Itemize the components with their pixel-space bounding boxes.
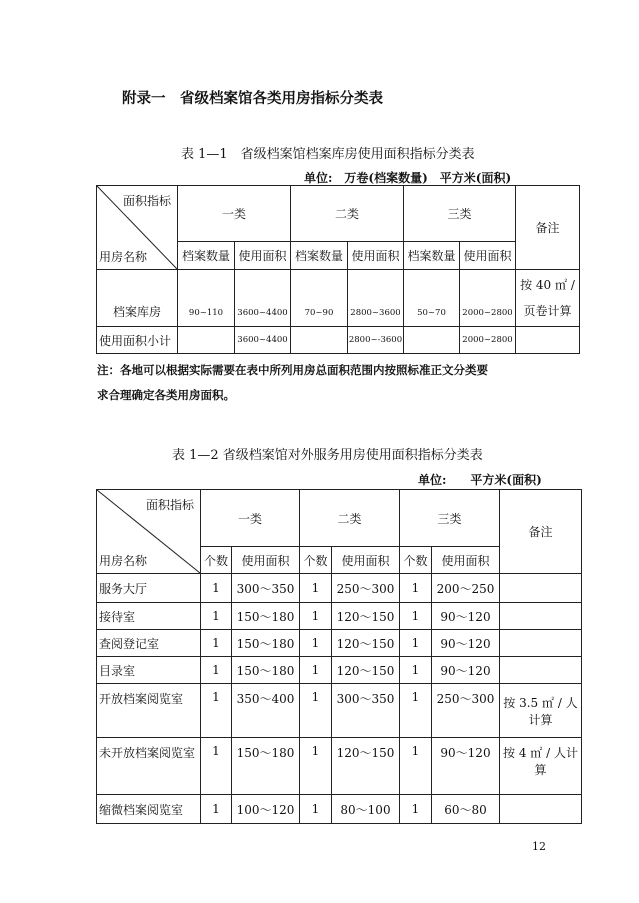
table-cell: 150～180 — [232, 603, 300, 630]
table-cell: 150～180 — [232, 657, 300, 684]
table1-subheader: 档案数量 — [178, 242, 235, 270]
table-cell: 100～120 — [232, 795, 300, 824]
table-cell: 2800~-3600 — [348, 327, 404, 354]
table-cell: 1 — [201, 657, 232, 684]
table1-note-line2: 求合理确定各类用房面积。 — [97, 388, 235, 402]
remark-cell — [500, 795, 582, 824]
table2-subheader: 个数 — [400, 547, 432, 574]
table-cell: 1 — [400, 684, 432, 738]
table-cell: 1 — [400, 657, 432, 684]
table-cell: 2800~3600 — [348, 270, 404, 327]
table2 — [96, 489, 582, 824]
table-cell — [404, 327, 460, 354]
table2-subheader: 使用面积 — [232, 547, 300, 574]
table-row — [97, 738, 582, 795]
table2-header-room: 用房名称 — [99, 554, 148, 568]
table-cell: 70~90 — [291, 270, 348, 327]
table2-class-header: 一类 — [201, 490, 300, 547]
table-cell: 60～80 — [432, 795, 500, 824]
table1-header-metric: 面积指标 — [122, 194, 171, 208]
remark-cell: 按 4 ㎡ / 人计算 — [500, 738, 582, 795]
table-cell: 90～120 — [432, 657, 500, 684]
room-name: 档案库房 — [97, 270, 178, 327]
appendix-title: 附录一 省级档案馆各类用房指标分类表 — [122, 91, 383, 107]
table-row — [97, 657, 582, 684]
table-cell: 250～300 — [432, 684, 500, 738]
room-name: 缩微档案阅览室 — [97, 795, 201, 824]
room-name — [97, 738, 201, 795]
room-name: 开放档案阅览室 — [97, 684, 201, 738]
table-cell: 250～300 — [332, 574, 400, 603]
table-cell: 90～120 — [432, 630, 500, 657]
table-cell: 1 — [201, 603, 232, 630]
table-cell: 3600~4400 — [235, 327, 291, 354]
table-row — [97, 327, 580, 354]
remark-cell — [500, 630, 582, 657]
table-cell: 1 — [201, 738, 232, 795]
table2-subheader: 个数 — [300, 547, 332, 574]
remark-cell: 按 3.5 ㎡ / 人计算 — [500, 684, 582, 738]
remark-cell — [500, 657, 582, 684]
table-cell: 50~70 — [404, 270, 460, 327]
table2-diagonal-header — [97, 490, 201, 574]
table-cell: 120～150 — [332, 657, 400, 684]
table-cell: 150～180 — [232, 630, 300, 657]
room-name: 目录室 — [97, 657, 201, 684]
room-name: 查阅登记室 — [97, 630, 201, 657]
table1-subheader: 使用面积 — [460, 242, 516, 270]
remark-cell — [500, 574, 582, 603]
room-name-text: 未开放档案阅览室 — [99, 746, 196, 760]
table-cell: 1 — [400, 603, 432, 630]
table-cell: 90~110 — [178, 270, 235, 327]
table-cell: 1 — [201, 795, 232, 824]
table-cell: 300～350 — [232, 574, 300, 603]
remark-cell — [516, 270, 580, 327]
table-cell: 80～100 — [332, 795, 400, 824]
table1-diagonal-header — [97, 186, 178, 270]
table1-subheader: 使用面积 — [348, 242, 404, 270]
table-cell: 1 — [400, 574, 432, 603]
table-cell: 150～180 — [232, 738, 300, 795]
remark-cell — [516, 327, 580, 354]
table-cell: 120～150 — [332, 738, 400, 795]
table-cell: 1 — [201, 684, 232, 738]
table-row — [97, 574, 582, 603]
table-cell: 1 — [300, 657, 332, 684]
table2-subheader: 个数 — [201, 547, 232, 574]
table-cell: 120～150 — [332, 630, 400, 657]
table1-subheader: 档案数量 — [291, 242, 348, 270]
table1-class-header: 一类 — [178, 186, 291, 242]
table-cell: 300～350 — [332, 684, 400, 738]
table-row — [97, 630, 582, 657]
table-cell: 1 — [300, 738, 332, 795]
table1-note-line1: 注：各地可以根据实际需要在表中所列用房总面积范围内按照标准正文分类要 — [97, 363, 488, 377]
table-row — [97, 270, 580, 327]
table-cell: 1 — [300, 684, 332, 738]
table1-class-header: 二类 — [291, 186, 404, 242]
table-cell: 350～400 — [232, 684, 300, 738]
room-name: 使用面积小计 — [97, 327, 178, 354]
table-cell: 3600~4400 — [235, 270, 291, 327]
table2-remark-header: 备注 — [500, 490, 582, 574]
table-cell: 1 — [400, 795, 432, 824]
table1-caption: 表 1—1 省级档案馆档案库房使用面积指标分类表 — [181, 147, 475, 162]
table1-subheader: 档案数量 — [404, 242, 460, 270]
table1 — [96, 185, 580, 354]
table1-class-header: 三类 — [404, 186, 516, 242]
table-cell: 90～120 — [432, 603, 500, 630]
table1-header-room: 用房名称 — [99, 250, 148, 264]
room-name: 服务大厅 — [97, 574, 201, 603]
table-cell: 120～150 — [332, 603, 400, 630]
room-name: 接待室 — [97, 603, 201, 630]
table1-unit: 单位: 万卷(档案数量) 平方米(面积) — [304, 171, 512, 185]
table-cell: 1 — [400, 738, 432, 795]
table-row — [97, 795, 582, 824]
table-cell: 1 — [201, 574, 232, 603]
table1-remark-header: 备注 — [516, 186, 580, 270]
table-cell: 1 — [300, 603, 332, 630]
table-cell: 2000~2800 — [460, 270, 516, 327]
table2-unit: 单位: 平方米(面积) — [418, 473, 542, 487]
table-cell — [291, 327, 348, 354]
table-cell: 1 — [300, 795, 332, 824]
table2-class-header: 二类 — [300, 490, 400, 547]
table2-header-metric: 面积指标 — [145, 498, 194, 512]
table-cell: 1 — [300, 630, 332, 657]
page-number: 12 — [532, 840, 546, 853]
table-cell: 1 — [300, 574, 332, 603]
table-cell: 1 — [201, 630, 232, 657]
table2-class-header: 三类 — [400, 490, 500, 547]
table-row — [97, 603, 582, 630]
table-row — [97, 684, 582, 738]
table-cell: 90～120 — [432, 738, 500, 795]
table-cell — [178, 327, 235, 354]
table1-subheader: 使用面积 — [235, 242, 291, 270]
table-cell: 200～250 — [432, 574, 500, 603]
table-cell: 1 — [400, 630, 432, 657]
table2-subheader: 使用面积 — [332, 547, 400, 574]
remark-cell — [500, 603, 582, 630]
table-cell: 2000~2800 — [460, 327, 516, 354]
table2-subheader: 使用面积 — [432, 547, 500, 574]
table2-caption: 表 1—2 省级档案馆对外服务用房使用面积指标分类表 — [172, 448, 483, 463]
remark-text: 按 40 ㎡ / 页卷计算 — [520, 278, 575, 318]
